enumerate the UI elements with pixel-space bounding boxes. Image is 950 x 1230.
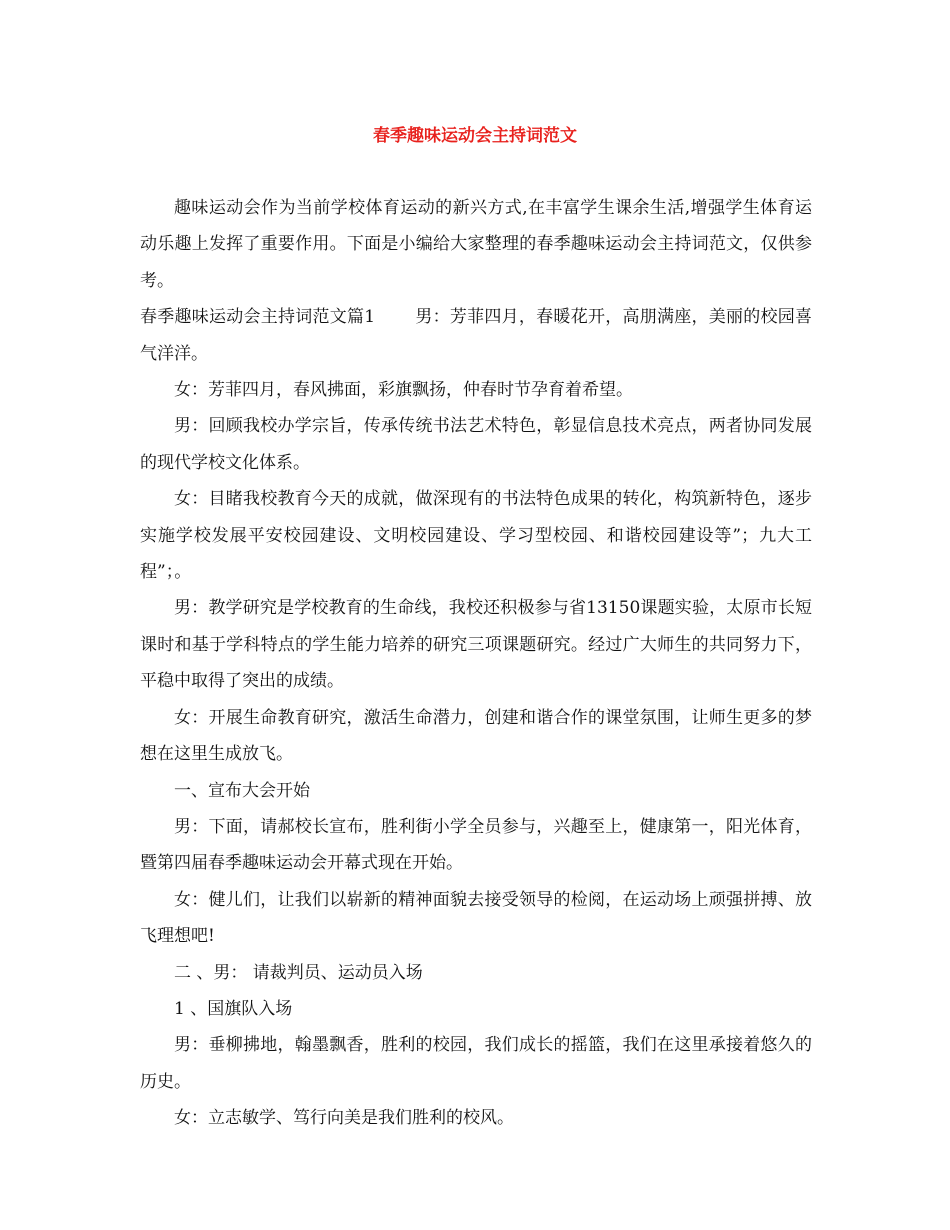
section-heading: 春季趣味运动会主持词范文篇1 bbox=[140, 307, 376, 328]
section-heading-paragraph bbox=[140, 299, 812, 372]
document-title: 春季趣味运动会主持词范文 bbox=[373, 126, 577, 146]
paragraph: 女：芳菲四月，春风拂面，彩旗飘扬，仲春时节孕育着希望。 bbox=[174, 380, 633, 401]
paragraph: 女：健儿们，让我们以崭新的精神面貌去接受领导的检阅，在运动场上顽强拼搏、放飞理想吧! bbox=[140, 889, 812, 947]
document-body bbox=[140, 190, 812, 1137]
intro-paragraph: 趣味运动会作为当前学校体育运动的新兴方式,在丰富学生课余生活,增强学生体育运动乐趣上发挥了重要作用。下面是小编给大家整理的春季趣味运动会主持词范文，仅供参考。 bbox=[140, 198, 812, 291]
heading-referees-enter: 二 、男： 请裁判员、运动员入场 bbox=[174, 962, 423, 983]
paragraph: 男：下面，请郝校长宣布，胜利街小学全员参与，兴趣至上，健康第一，阳光体育，暨第四届春季趣味运动会开幕式现在开始。 bbox=[140, 816, 812, 874]
paragraph: 男：回顾我校办学宗旨，传承传统书法艺术特色，彰显信息技术亮点，两者协同发展的现代学校文化体系。 bbox=[140, 416, 812, 473]
paragraph: 男：垂柳拂地，翰墨飘香，胜利的校园，我们成长的摇篮，我们在这里承接着悠久的历史。 bbox=[140, 1035, 812, 1092]
paragraph: 女：开展生命教育研究，激活生命潜力，创建和谐合作的课堂氛围，让师生更多的梦想在这里生成放飞。 bbox=[140, 707, 812, 765]
heading-announce-start: 一、宣布大会开始 bbox=[174, 780, 310, 801]
section-first-line: 男：芳菲四月，春暖花开，高朋满座，美丽的校园喜气洋洋。 bbox=[140, 307, 812, 364]
heading-flag-team-enter: 1 、国旗队入场 bbox=[174, 998, 293, 1019]
paragraph: 女：立志敏学、笃行向美是我们胜利的校风。 bbox=[174, 1108, 514, 1129]
paragraph: 男：教学研究是学校教育的生命线，我校还积极参与省13150课题实验，太原市长短课时和基于学科特点的学生能力培养的研究三项课题研究。经过广大师生的共同努力下，平稳中取得了突出的成绩。 bbox=[140, 598, 812, 692]
paragraph: 女：目睹我校教育今天的成就，做深现有的书法特色成果的转化，构筑新特色，逐步实施学校发展平安校园建设、文明校园建设、学习型校园、和谐校园建设等”；九大工程”；。 bbox=[140, 489, 812, 583]
